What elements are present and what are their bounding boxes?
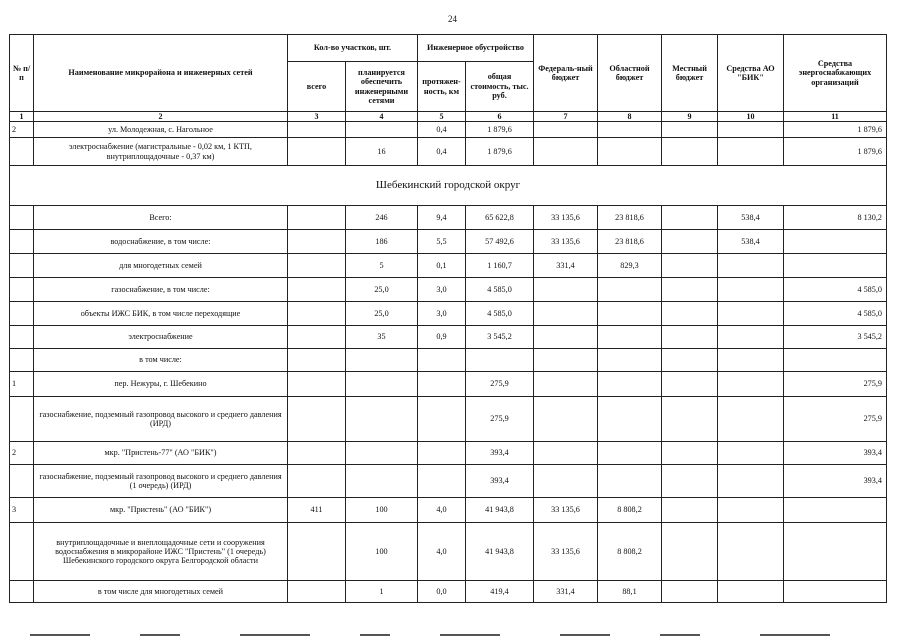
total-cost: 1 879,6 [466,138,534,166]
infra-group-header: Инженерное обустройство [418,35,534,62]
plots-total [288,278,346,302]
federal-budget [534,349,598,372]
column-number: 6 [466,112,534,122]
federal-budget [534,465,598,498]
local-budget [662,581,718,603]
column-number: 10 [718,112,784,122]
row-name: мкр. "Пристень-77" (АО "БИК") [34,442,288,465]
regional-budget: 23 818,6 [598,206,662,230]
row-name: для многодетных семей [34,254,288,278]
federal-header: Федераль-ный бюджет [534,35,598,112]
table-row [10,230,887,254]
length-km: 4,0 [418,498,466,523]
total-cost: 65 622,8 [466,206,534,230]
table-row [10,397,887,442]
plots-planned: 246 [346,206,418,230]
total-cost: 1 160,7 [466,254,534,278]
column-number: 9 [662,112,718,122]
row-name: мкр. "Пристень" (АО "БИК") [34,498,288,523]
row-name: внутриплощадочные и внеплощадочные сети и сооружения водоснабжения в микрорайоне ИЖС "Пристень" (1 очередь) Шебекинского городского округа Белгородской области [34,523,288,581]
energy-funds: 3 545,2 [784,326,887,349]
row-number [10,206,34,230]
row-number [10,465,34,498]
table-row [10,372,887,397]
table-row [10,302,887,326]
table-row [10,206,887,230]
column-number: 8 [598,112,662,122]
local-budget [662,372,718,397]
regional-budget [598,465,662,498]
federal-budget: 33 135,6 [534,230,598,254]
row-name: газоснабжение, подземный газопровод высокого и среднего давления (ИРД) [34,397,288,442]
local-budget [662,465,718,498]
regional-budget: 8 808,2 [598,523,662,581]
bik-funds [718,326,784,349]
bik-funds [718,372,784,397]
energy-funds: 1 879,6 [784,138,887,166]
length-km [418,442,466,465]
regional-budget [598,302,662,326]
column-numbers-row [10,112,887,122]
federal-budget [534,372,598,397]
row-number: 1 [10,372,34,397]
row-number [10,138,34,166]
financing-table [9,34,887,603]
plots-total [288,465,346,498]
row-number [10,230,34,254]
local-budget [662,138,718,166]
length-km: 3,0 [418,302,466,326]
col-name-header: Наименование микрорайона и инженерных сетей [34,35,288,112]
energy-funds [784,581,887,603]
federal-budget: 331,4 [534,581,598,603]
row-number [10,254,34,278]
regional-budget [598,372,662,397]
row-number [10,581,34,603]
energy-funds: 393,4 [784,465,887,498]
length-km [418,397,466,442]
length-km [418,372,466,397]
energy-funds [784,498,887,523]
plots-planned [346,349,418,372]
local-budget [662,122,718,138]
regional-budget [598,122,662,138]
plots-total [288,349,346,372]
length-km: 9,4 [418,206,466,230]
col-num-header: № п/п [10,35,34,112]
bik-funds [718,122,784,138]
federal-budget [534,122,598,138]
local-header: Местный бюджет [662,35,718,112]
regional-budget: 88,1 [598,581,662,603]
federal-budget: 331,4 [534,254,598,278]
energy-funds: 275,9 [784,397,887,442]
federal-budget [534,326,598,349]
regional-budget [598,397,662,442]
regional-budget: 23 818,6 [598,230,662,254]
scan-edge-marks [0,630,905,640]
plots-planned [346,122,418,138]
column-number: 3 [288,112,346,122]
total-cost: 419,4 [466,581,534,603]
regional-budget [598,138,662,166]
federal-budget: 33 135,6 [534,498,598,523]
total-cost: 4 585,0 [466,302,534,326]
plots-total [288,206,346,230]
bik-funds [718,278,784,302]
table-row [10,581,887,603]
plots-total [288,372,346,397]
energy-funds: 4 585,0 [784,302,887,326]
total-cost: 393,4 [466,442,534,465]
row-name: газоснабжение, подземный газопровод высокого и среднего давления (1 очередь) (ИРД) [34,465,288,498]
federal-budget [534,397,598,442]
energy-funds: 1 879,6 [784,122,887,138]
federal-budget [534,302,598,326]
local-budget [662,326,718,349]
local-budget [662,206,718,230]
total-cost [466,349,534,372]
table-body-top [10,122,887,166]
row-number [10,302,34,326]
plots-planned [346,442,418,465]
row-name: водоснабжение, в том числе: [34,230,288,254]
table-row [10,442,887,465]
local-budget [662,254,718,278]
row-number: 2 [10,122,34,138]
table-header [10,35,887,122]
table-row [10,122,887,138]
plots-planned [346,465,418,498]
length-km: 5,5 [418,230,466,254]
total-cost: 3 545,2 [466,326,534,349]
table-row [10,254,887,278]
table-row [10,326,887,349]
column-number: 7 [534,112,598,122]
plots-total [288,442,346,465]
plots-planned [346,372,418,397]
energy-funds: 275,9 [784,372,887,397]
regional-budget [598,278,662,302]
total-cost: 4 585,0 [466,278,534,302]
federal-budget: 33 135,6 [534,523,598,581]
bik-header: Средства АО "БИК" [718,35,784,112]
local-budget [662,349,718,372]
page-number: 24 [448,14,457,24]
plots-total [288,302,346,326]
length-km: 0,4 [418,138,466,166]
bik-funds [718,138,784,166]
total-cost: 393,4 [466,465,534,498]
length-header: протяжен-ность, км [418,62,466,112]
plots-total [288,254,346,278]
row-name: Всего: [34,206,288,230]
plots-planned: 5 [346,254,418,278]
length-km: 0,1 [418,254,466,278]
plots-planned: 25,0 [346,302,418,326]
local-budget [662,278,718,302]
bik-funds [718,254,784,278]
plots-total [288,581,346,603]
plots-total: 411 [288,498,346,523]
row-number [10,523,34,581]
bik-funds [718,498,784,523]
table-row [10,523,887,581]
total-cost: 275,9 [466,372,534,397]
energy-funds: 8 130,2 [784,206,887,230]
table-row [10,498,887,523]
bik-funds [718,397,784,442]
table-row [10,278,887,302]
regional-budget [598,442,662,465]
energy-funds [784,230,887,254]
regional-budget [598,326,662,349]
length-km [418,349,466,372]
row-name: в том числе для многодетных семей [34,581,288,603]
row-name: пер. Нежуры, г. Шебекино [34,372,288,397]
table-body-bottom [10,206,887,603]
cost-header: общая стоимость, тыс. руб. [466,62,534,112]
plots-planned: 1 [346,581,418,603]
regional-header: Областной бюджет [598,35,662,112]
column-number: 5 [418,112,466,122]
column-number: 4 [346,112,418,122]
length-km: 0,9 [418,326,466,349]
row-number [10,278,34,302]
plots-total [288,326,346,349]
row-number: 3 [10,498,34,523]
federal-budget [534,442,598,465]
bik-funds [718,442,784,465]
column-number: 11 [784,112,887,122]
bik-funds [718,523,784,581]
local-budget [662,230,718,254]
row-name: электроснабжение (магистральные - 0,02 км, 1 КТП, внутриплощадочные - 0,37 км) [34,138,288,166]
plots-total [288,230,346,254]
bik-funds [718,349,784,372]
federal-budget: 33 135,6 [534,206,598,230]
energy-funds [784,254,887,278]
total-cost: 57 492,6 [466,230,534,254]
length-km [418,465,466,498]
length-km: 4,0 [418,523,466,581]
plots-planned: 16 [346,138,418,166]
energy-funds: 4 585,0 [784,278,887,302]
plots-total [288,397,346,442]
bik-funds [718,581,784,603]
energy-funds [784,349,887,372]
plots-total [288,138,346,166]
bik-funds: 538,4 [718,230,784,254]
plots-planned: 100 [346,523,418,581]
section-title: Шебекинский городской округ [10,166,887,206]
length-km: 0,4 [418,122,466,138]
plots-total [288,122,346,138]
local-budget [662,442,718,465]
length-km: 0,0 [418,581,466,603]
bik-funds [718,302,784,326]
plots-planned: 100 [346,498,418,523]
row-number: 2 [10,442,34,465]
table-row [10,349,887,372]
local-budget [662,397,718,442]
total-cost: 41 943,8 [466,523,534,581]
plots-planned [346,397,418,442]
bik-funds [718,465,784,498]
federal-budget [534,138,598,166]
total-cost: 1 879,6 [466,122,534,138]
total-cost: 41 943,8 [466,498,534,523]
plots-planned-header: планируется обеспечить инженерными сетями [346,62,418,112]
energy-funds [784,523,887,581]
plots-planned: 25,0 [346,278,418,302]
plots-total-header: всего [288,62,346,112]
row-number [10,397,34,442]
energy-header: Средства энергоснабжающих организаций [784,35,887,112]
column-number: 2 [34,112,288,122]
plots-planned: 35 [346,326,418,349]
local-budget [662,498,718,523]
column-number: 1 [10,112,34,122]
row-number [10,326,34,349]
plots-planned: 186 [346,230,418,254]
length-km: 3,0 [418,278,466,302]
plots-group-header: Кол-во участков, шт. [288,35,418,62]
local-budget [662,523,718,581]
row-name: объекты ИЖС БИК, в том числе переходящие [34,302,288,326]
row-name: газоснабжение, в том числе: [34,278,288,302]
table-row [10,465,887,498]
regional-budget [598,349,662,372]
table-row [10,138,887,166]
plots-total [288,523,346,581]
federal-budget [534,278,598,302]
row-name: в том числе: [34,349,288,372]
total-cost: 275,9 [466,397,534,442]
local-budget [662,302,718,326]
row-number [10,349,34,372]
regional-budget: 829,3 [598,254,662,278]
bik-funds: 538,4 [718,206,784,230]
row-name: электроснабжение [34,326,288,349]
section-row-group [10,166,887,206]
row-name: ул. Молодежная, с. Нагольное [34,122,288,138]
regional-budget: 8 808,2 [598,498,662,523]
energy-funds: 393,4 [784,442,887,465]
